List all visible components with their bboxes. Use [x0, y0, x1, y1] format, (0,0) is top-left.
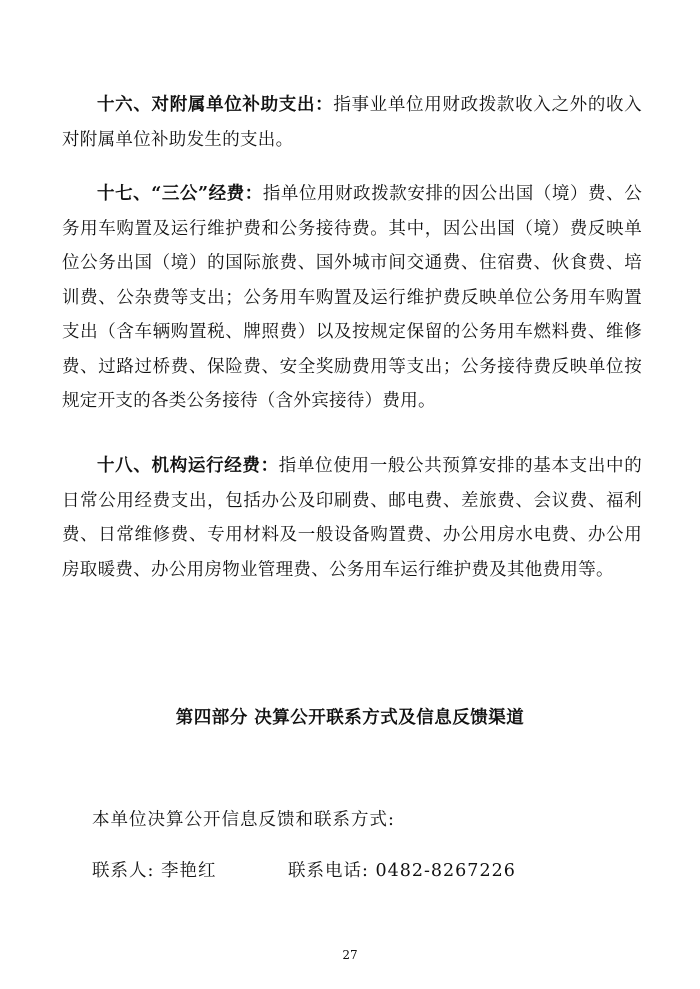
- section-title: 第四部分 决算公开联系方式及信息反馈渠道: [175, 708, 525, 728]
- definition-term: 十六、对附属单位补助支出：: [97, 95, 334, 115]
- definition-16: [62, 88, 642, 157]
- definition-term: 十七、“三公”经费：: [97, 184, 263, 204]
- definition-18: [62, 449, 642, 587]
- definition-text: 指单位使用一般公共预算安排的基本支出中的日常公用经费支出，包括办公及印刷费、邮电费、差旅费、会议费、福利费、日常维修费、专用材料及一般设备购置费、办公用房水电费、办公用房取暖费、办公用房物业管理费、公务用车运行维护费及其他费用等。: [62, 456, 643, 580]
- contact-phone: 联系电话: 0482-8267226: [288, 861, 516, 881]
- page-number: 27: [342, 948, 358, 962]
- definition-17: [62, 177, 642, 419]
- contact-intro: 本单位决算公开信息反馈和联系方式:: [92, 810, 395, 830]
- definition-text: 指单位用财政拨款安排的因公出国（境）费、公务用车购置及运行维护费和公务接待费。其中，因公出国（境）费反映单位公务出国（境）的国际旅费、国外城市间交通费、住宿费、伙食费、培训费、公杂费等支出；公务用车购置及运行维护费反映单位公务用车购置支出（含车辆购置税、牌照费）以及按规定保留的公务用车燃料费、维修费、过路过桥费、保险费、安全奖励费用等支出；公务接待费反映单位按规定开支的各类公务接待（含外宾接待）费用。: [62, 184, 642, 411]
- definition-text: 指事业单位用财政拨款收入之外的收入对附属单位补助发生的支出。: [62, 95, 642, 150]
- definition-term: 十八、机构运行经费：: [97, 456, 279, 476]
- contact-person: 联系人: 李艳红: [92, 861, 217, 881]
